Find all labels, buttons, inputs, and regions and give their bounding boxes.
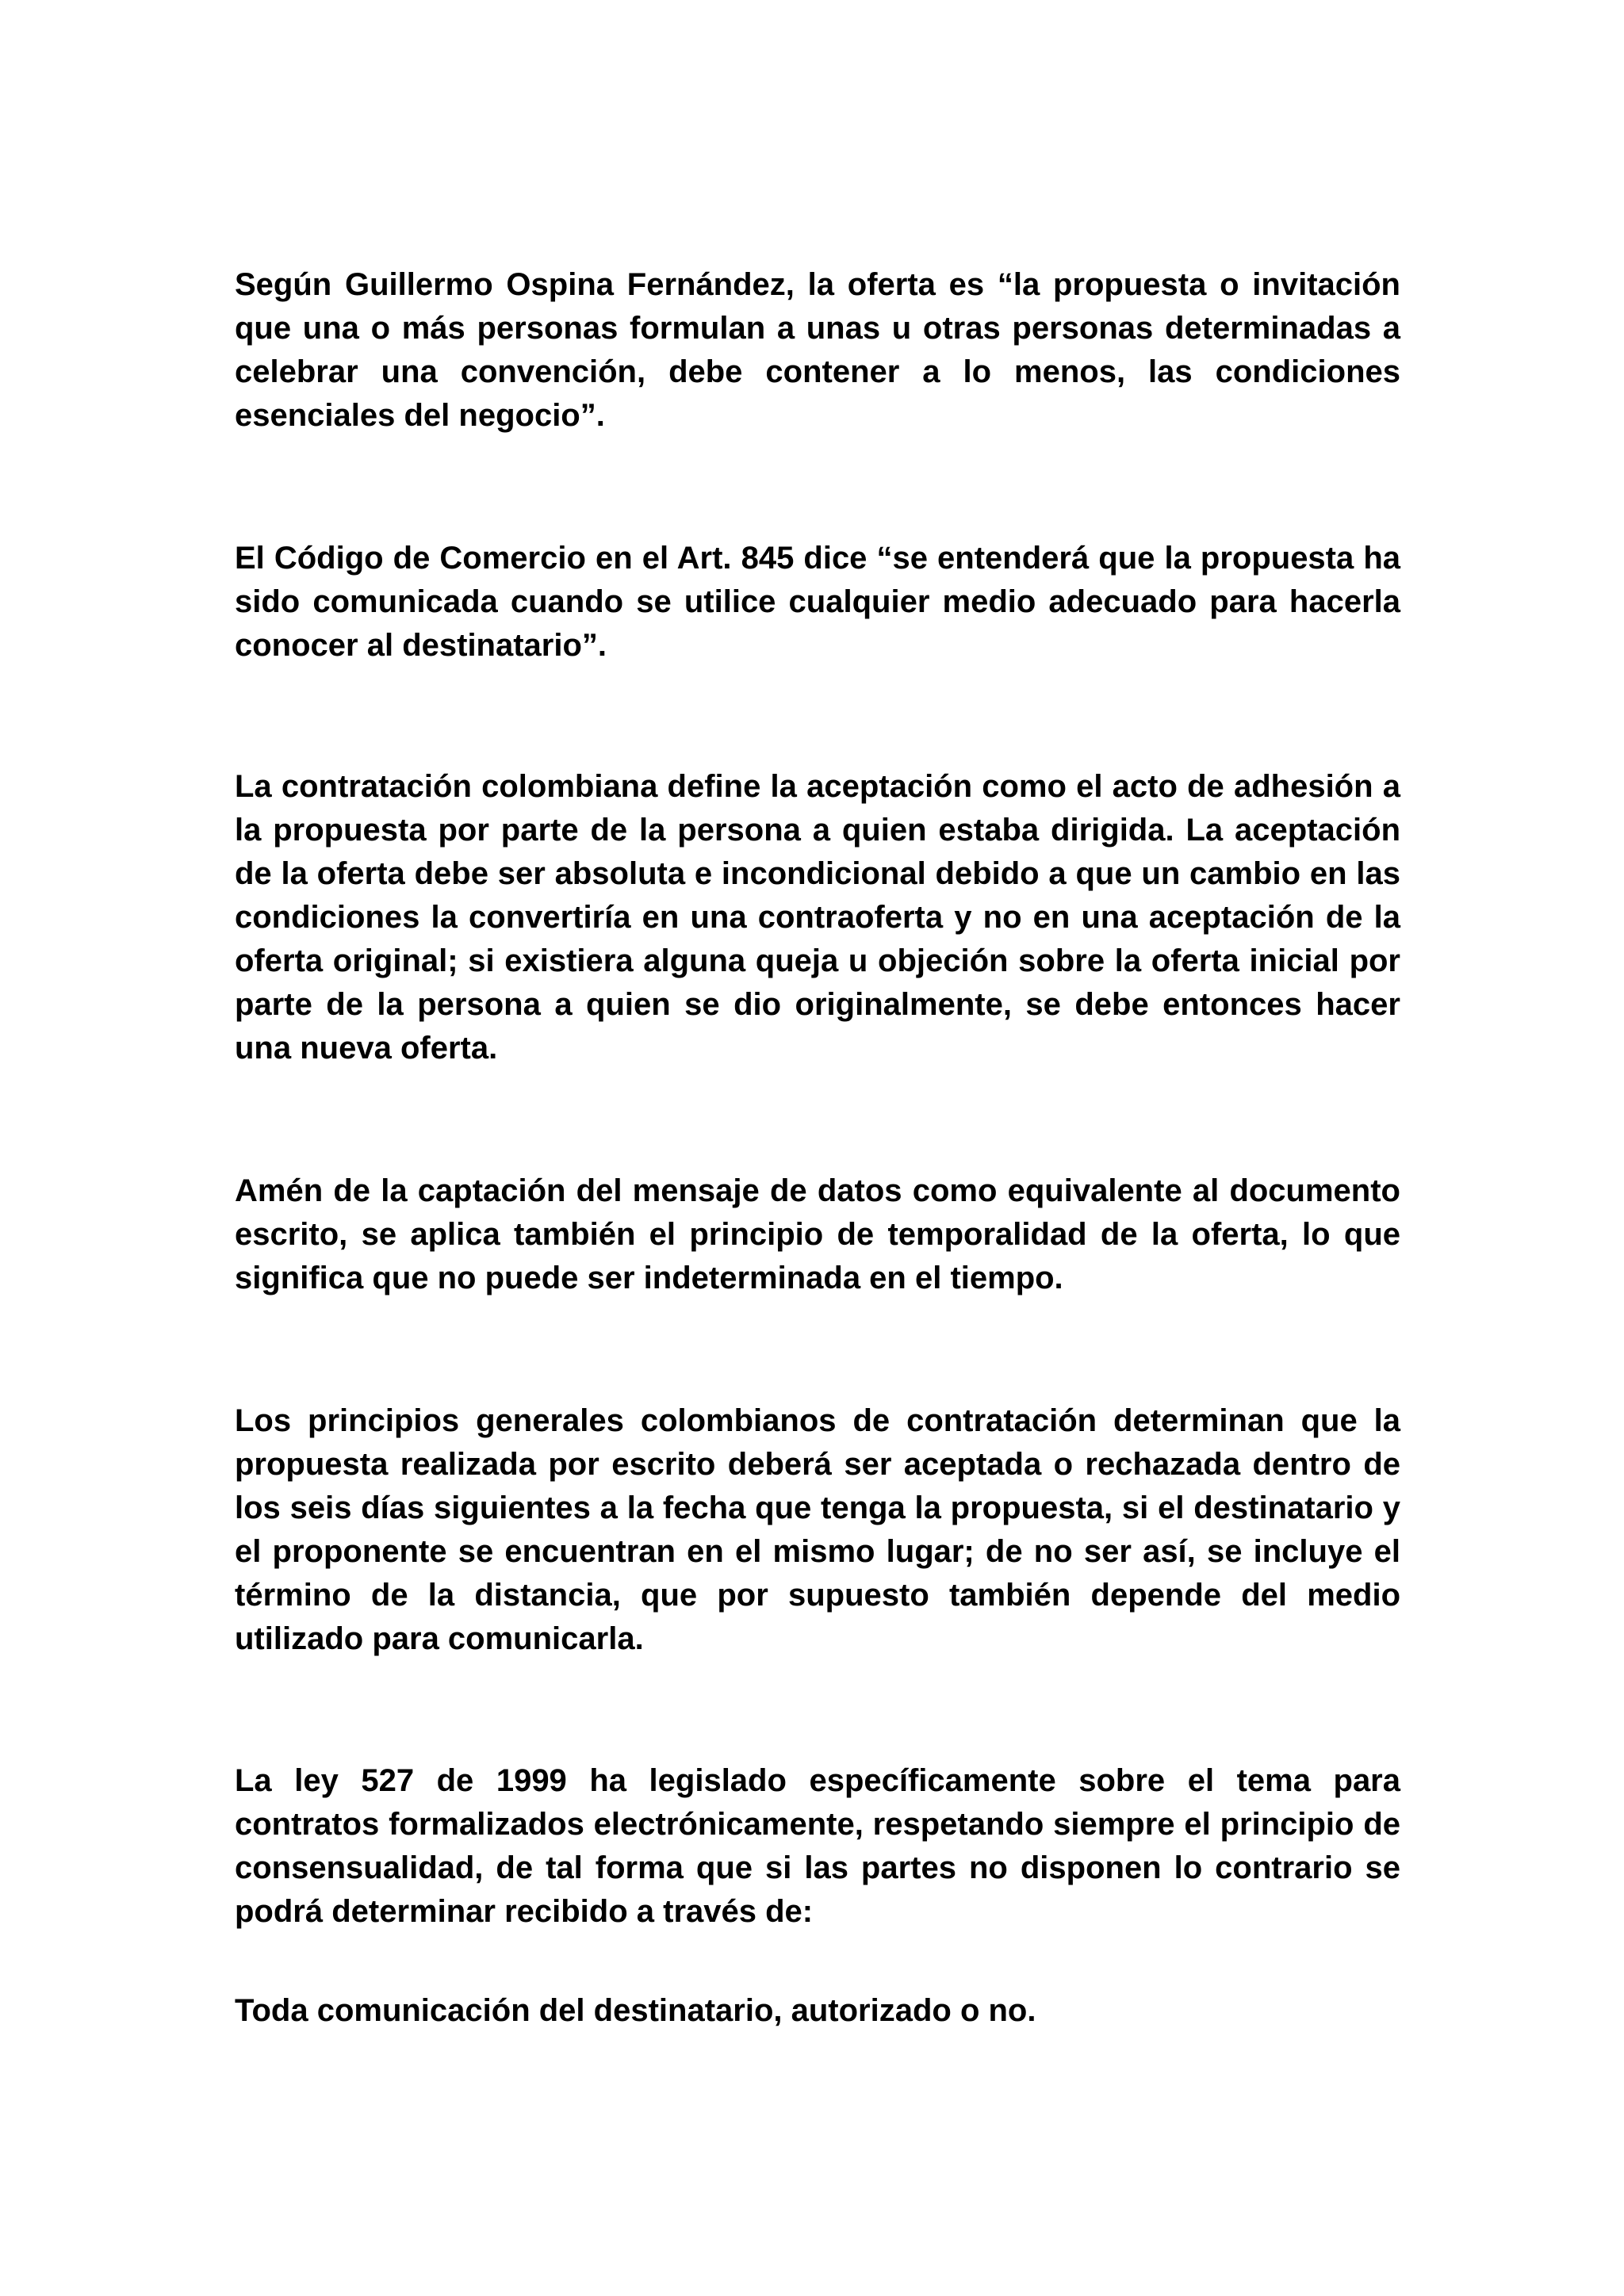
paragraph-ley-527 — [235, 1759, 1400, 1934]
paragraph-oferta-definition — [235, 263, 1400, 438]
paragraph-temporalidad — [235, 1169, 1400, 1300]
paragraph-text: La contratación colombiana define la aceptación como el acto de adhesión a la propuesta por parte de la persona a quien estaba dirigida. La aceptación de la oferta debe ser absoluta e incondicional debido a que un cambio en las condiciones la convertiría en una contraoferta y no en una aceptación de la oferta original; si existiera alguna queja u objeción sobre la oferta inicial por parte de la persona a quien se dio originalmente, se debe entonces hacer una nueva oferta. — [235, 769, 1400, 1066]
paragraph-aceptacion — [235, 765, 1400, 1070]
paragraph-codigo-comercio — [235, 537, 1400, 668]
paragraph-text: Los principios generales colombianos de contratación determinan que la propuesta realizada por escrito deberá ser aceptada o rechazada dentro de los seis días siguientes a la fecha que tenga la propuesta, si el destinatario y el proponente se encuentran en el mismo lugar; de no ser así, se incluye el término de la distancia, que por supuesto también depende del medio utilizado para comunicarla. — [235, 1403, 1400, 1656]
paragraph-text: La ley 527 de 1999 ha legislado específicamente sobre el tema para contratos formalizados electrónicamente, respetando siempre el principio de consensualidad, de tal forma que si las partes no disponen lo contrario se podrá determinar recibido a través de: — [235, 1763, 1400, 1929]
paragraph-comunicacion-destinatario — [235, 1989, 1400, 2033]
paragraph-text: Toda comunicación del destinatario, autorizado o no. — [235, 1993, 1036, 2028]
paragraph-text: El Código de Comercio en el Art. 845 dice “se entenderá que la propuesta ha sido comunicada cuando se utilice cualquier medio adecuado para hacerla conocer al destinatario”. — [235, 541, 1400, 663]
paragraph-principios-generales — [235, 1399, 1400, 1661]
paragraph-text: Amén de la captación del mensaje de datos como equivalente al documento escrito, se aplica también el principio de temporalidad de la oferta, lo que significa que no puede ser indeterminada en el tiempo. — [235, 1173, 1400, 1295]
paragraph-text: Según Guillermo Ospina Fernández, la oferta es “la propuesta o invitación que una o más personas formulan a unas u otras personas determinadas a celebrar una convención, debe contener a lo menos, las condiciones esenciales del negocio”. — [235, 267, 1400, 433]
